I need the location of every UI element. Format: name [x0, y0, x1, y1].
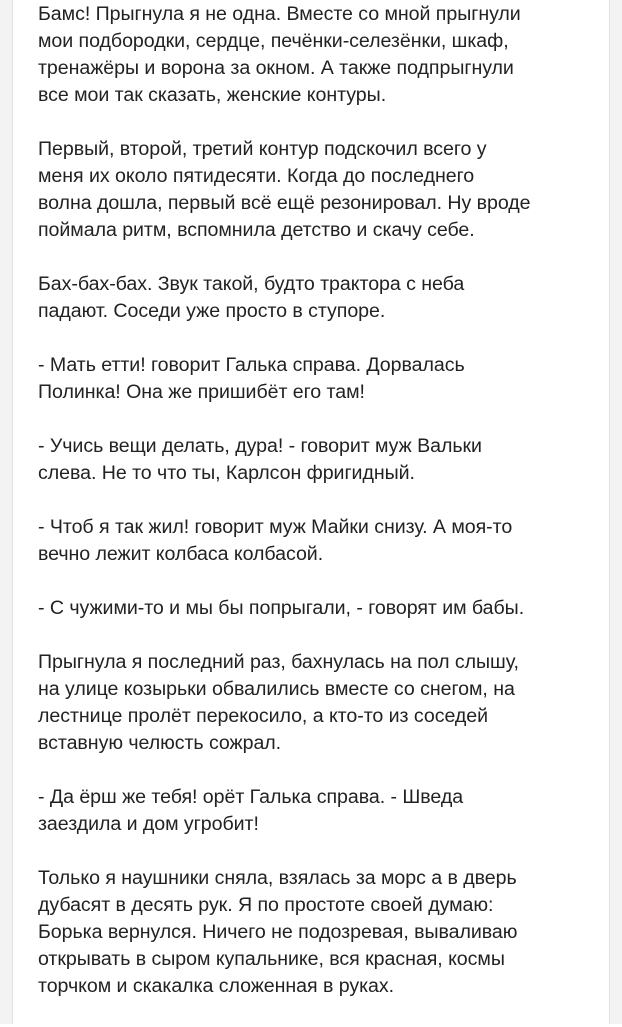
- right-gutter: [609, 0, 622, 1024]
- paragraph-line: Бах-бах-бах. Звук такой, будто трактора с неба: [38, 273, 465, 295]
- paragraph-line: открывать в сыром купальнике, вся красная, космы: [38, 948, 505, 970]
- paragraph-line: заездила и дом угробит!: [38, 813, 259, 835]
- article-paragraph: [38, 514, 588, 568]
- article-paragraph: [38, 1, 588, 109]
- paragraph-line: дубасят в десять рук. Я по простоте своей думаю:: [38, 894, 494, 916]
- paragraph-line: все мои так сказать, женские контуры.: [38, 84, 387, 106]
- paragraph-line: - Да ёрш же тебя! орёт Галька справа. - Шведа: [38, 786, 464, 808]
- paragraph-line: Первый, второй, третий контур подскочил всего у: [38, 138, 487, 160]
- article-paragraph: [38, 784, 588, 838]
- left-gutter: [0, 0, 13, 1024]
- paragraph-line: вечно лежит колбаса колбасой.: [38, 543, 324, 565]
- paragraph-line: Бамс! Прыгнула я не одна. Вместе со мной прыгнули: [38, 3, 521, 25]
- paragraph-line: падают. Соседи уже просто в ступоре.: [38, 300, 386, 322]
- paragraph-line: Прыгнула я последний раз, бахнулась на пол слышу,: [38, 651, 519, 673]
- paragraph-line: Только я наушники сняла, взялась за морс а в дверь: [38, 867, 517, 889]
- paragraph-line: - Мать етти! говорит Галька справа. Дорвалась: [38, 354, 465, 376]
- article-paragraph: [38, 595, 588, 622]
- article-paragraph: [38, 865, 588, 1000]
- article-body: [38, 1, 588, 1027]
- paragraph-line: поймала ритм, вспомнила детство и скачу себе.: [38, 219, 475, 241]
- paragraph-line: на улице козырьки обвалились вместе со снегом, на: [38, 678, 515, 700]
- paragraph-line: - Учись вещи делать, дура! - говорит муж Вальки: [38, 435, 482, 457]
- paragraph-line: Борька вернулся. Ничего не подозревая, вываливаю: [38, 921, 518, 943]
- paragraph-line: Полинка! Она же пришибёт его там!: [38, 381, 365, 403]
- paragraph-line: волна дошла, первый всё ещё резонировал. Ну вроде: [38, 192, 531, 214]
- article-paragraph: [38, 271, 588, 325]
- paragraph-line: - Чтоб я так жил! говорит муж Майки снизу. А моя-то: [38, 516, 513, 538]
- article-paragraph: [38, 649, 588, 757]
- paragraph-line: торчком и скакалка сложенная в руках.: [38, 975, 395, 997]
- paragraph-line: лестнице пролёт перекосило, а кто-то из соседей: [38, 705, 488, 727]
- paragraph-line: тренажёры и ворона за окном. А также подпрыгнули: [38, 57, 514, 79]
- paragraph-line: слева. Не то что ты, Карлсон фригидный.: [38, 462, 415, 484]
- paragraph-line: - С чужими-то и мы бы попрыгали, - говорят им бабы.: [38, 597, 525, 619]
- article-paragraph: [38, 136, 588, 244]
- paragraph-line: меня их около пятидесяти. Когда до последнего: [38, 165, 475, 187]
- paragraph-line: мои подбородки, сердце, печёнки-селезёнки, шкаф,: [38, 30, 509, 52]
- article-paragraph: [38, 352, 588, 406]
- paragraph-line: вставную челюсть сожрал.: [38, 732, 282, 754]
- article-paragraph: [38, 433, 588, 487]
